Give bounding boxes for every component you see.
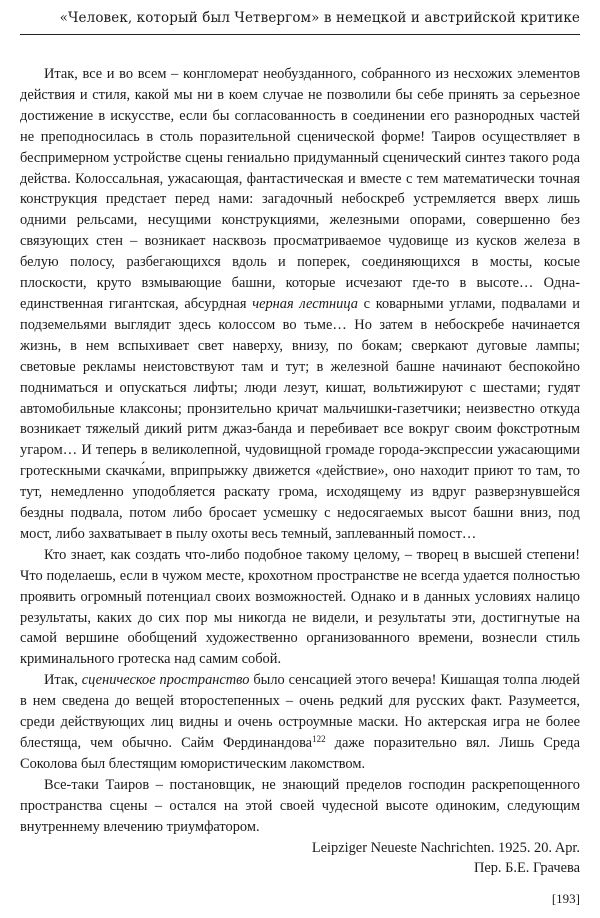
paragraph-2 [20,545,580,670]
paragraph-4 [20,775,580,838]
translator-credit: Пер. Б.Е. Грачева [473,860,580,877]
running-header: «Человек, который был Четвергом» в немецкой и австрийской критике [59,10,580,26]
paragraph-3 [20,670,580,775]
italic-phrase-stage-space: сценическое пространство [81,672,250,689]
header-divider [20,34,580,35]
paragraph-3-text-continued: было сенсацией этого вечера! Кишащая толпа людей в нем сведена до вещей второстепенных – очень редкий для русских факт. Разумеется, среди действующих лиц видны и очень остроумные маски. Но актерская игра не более блестяща, чем обычно. Сайм Фердинандова [20,672,581,751]
paragraph-1-text: Итак, все и во всем – конгломерат необузданного, собранного из несхожих элементов действия и стиля, какой мы ни в коем случае не позволили бы себе принять за серьезное достижение в искусстве, если бы согласованность в соединении его разнородных частей не преподносилась в столь поразительной сценической форме! Таиров осуществляет в беспримерном устройстве сцены гениально придуманный сценический синтез такого рода действа. Колоссальная, ужасающая, фантастическая и вместе с тем математически точная конструкция предстает перед нами: загадочный небоскреб устремляется вверх лишь одними рельсами, несущими конструкциями, железными опорами, совершенно без связующих стен – возникает насквозь просматриваемое чудовище из кусков железа в белую полосу, разбегающихся вдоль и поперек, соединяющихся в мосты, косые плоскости, круто взмывающие башни, которые исчезают где-то в высоте… Одна-единственная гигантская, абсурдная [20,66,580,312]
paragraph-2-text: Кто знает, как создать что-либо подобное такому целому, – творец в высшей степени! Что поделаешь, если в чужом месте, крохотном пространстве не всегда удается полностью проявить огромный потенциал своих возможностей. Однако и в данных условиях налицо результаты, каких до сих пор мы никогда не видели, и результаты эти, достигнутые на самой вершине обобщений художественно организованного времени, вознесли стиль криминального гротеска над самим собой. [20,546,580,668]
footnote-reference[interactable]: 122 [312,734,326,744]
italic-phrase-black-stairs: черная лестница [252,295,358,312]
source-citation: Leipziger Neueste Nachrichten. 1925. 20. Apr. [311,839,580,856]
paragraph-4-text: Все-таки Таиров – постановщик, не знающий пределов господин раскрепощенного пространства сцены – остался на этой своей чудесной высоте одиноким, следующим внутреннему влечению триумфатором. [20,776,580,835]
paragraph-3-text: Итак, [44,672,82,689]
paragraph-3-text-end: даже поразительно вял. Лишь Среда Соколова был блестящим юмористическим лакомством. [20,735,580,772]
page-number: [193] [551,891,580,906]
paragraph-1-text-continued: с коварными углами, подвалами и подземельями выглядит здесь колоссом во тьме… Но затем в небоскребе начинается жизнь, в нем вспыхивает свет наверху, внизу, по бокам; сверкают дуговые лампы; световые рекламы неистовствуют там и тут; в железной башне начинают беспокойно подниматься и опускаться лифты; люди лезут, кишат, вольтижируют с шестами; гудят автомобильные клаксоны; пронзительно кричат мальчишки-газетчики; неизвестно откуда возникает тяжелый дикий ритм джаз-банда и перебивает все вокруг своим фокстротным угаром… И теперь в великолепной, чудовищной громаде города-экспрессии ужасающими гротескными скачка́ми, вприпрыжку движется «действие», оно находит приют то там, то тут, немедленно уподобляется раскату грома, исходящему из вдруг разверзнувшейся бездны подвала, потом либо бросает усмешку с недосягаемых высот башни вниз, под мост, либо захватывает в пылу охоты весь темный, заплеванный помост… [20,295,580,542]
article-body [20,64,580,879]
paragraph-1 [20,64,580,545]
